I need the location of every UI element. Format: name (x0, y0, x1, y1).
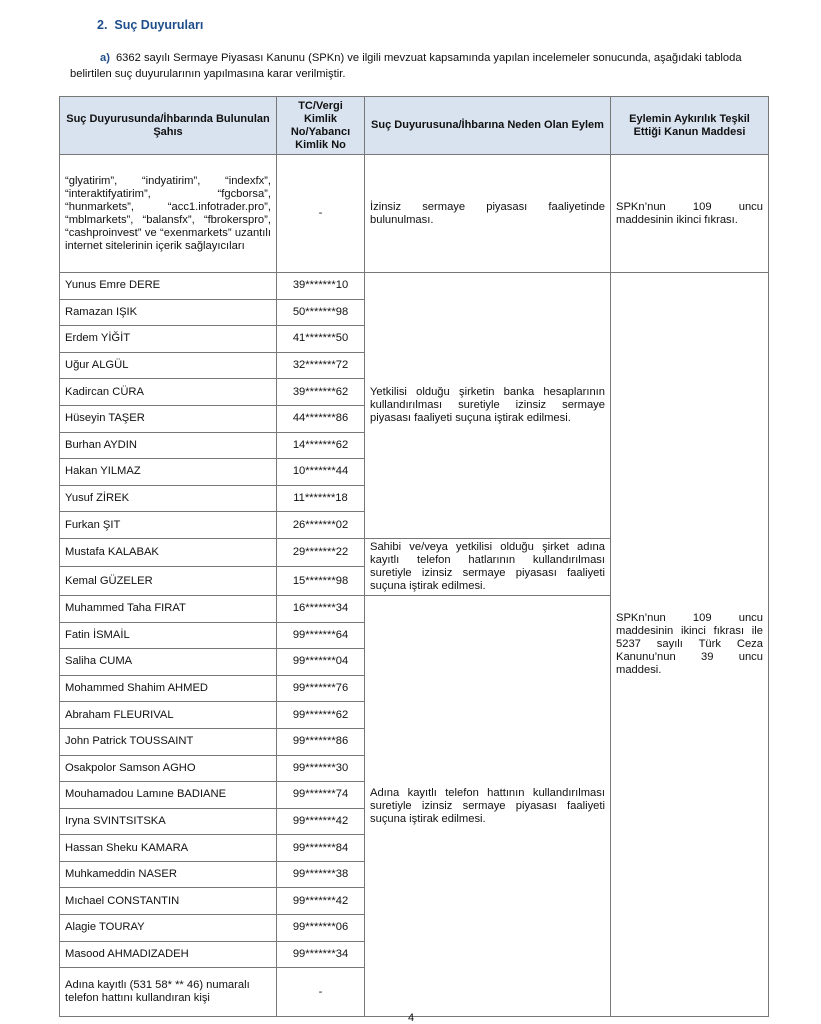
table-row (60, 273, 769, 300)
table-row (60, 155, 769, 273)
first-row-person: “glyatirim”, “indyatirim”, “indexfx”, “interaktifyatirim”, “fgcborsa”, “hunmarkets”, “acc1.infotrader.pro”, “mblmarkets”, “balansfx”, “fbrokerspro”, “cashproinvest” ve “exenmarkets” uzantılı internet sitelerinin içerik sağlayıcıları (60, 155, 277, 273)
header-law: Eylemin Aykırılık Teşkil Ettiği Kanun Maddesi (611, 97, 769, 155)
person-name: Adına kayıtlı (531 58* ** 46) numaralı telefon hattını kullandıran kişi (60, 968, 277, 1017)
person-id: 50*******98 (277, 299, 365, 326)
person-name: Muhkameddin NASER (60, 861, 277, 888)
table-header-row (60, 97, 769, 155)
person-id: 99*******64 (277, 622, 365, 649)
person-id: 16*******34 (277, 595, 365, 622)
intro-text: 6362 sayılı Sermaye Piyasası Kanunu (SPKn) ve ilgili mevzuat kapsamında yapılan incelemeler sonucunda, aşağıdaki tabloda belirtilen suç duyurularının yapılmasına karar verilmiştir. (70, 52, 742, 80)
person-id: 99*******62 (277, 702, 365, 729)
person-name: Uğur ALGÜL (60, 352, 277, 379)
person-id: - (277, 968, 365, 1017)
section-number: 2. (97, 18, 108, 32)
person-name: Mıchael CONSTANTIN (60, 888, 277, 915)
person-id: 15*******98 (277, 567, 365, 596)
intro-paragraph (70, 50, 770, 82)
person-name: Muhammed Taha FIRAT (60, 595, 277, 622)
header-person: Suç Duyurusunda/İhbarında Bulunulan Şahıs (60, 97, 277, 155)
person-id: 14*******62 (277, 432, 365, 459)
person-name: Kemal GÜZELER (60, 567, 277, 596)
person-name: Burhan AYDIN (60, 432, 277, 459)
person-name: Hassan Sheku KAMARA (60, 835, 277, 862)
person-id: 99*******42 (277, 888, 365, 915)
person-id: 26*******02 (277, 512, 365, 539)
person-name: Hüseyin TAŞER (60, 405, 277, 432)
person-id: 10*******44 (277, 459, 365, 486)
person-name: Alagie TOURAY (60, 915, 277, 942)
person-id: 39*******10 (277, 273, 365, 300)
act-description: Sahibi ve/veya yetkilisi olduğu şirket adına kayıtlı telefon hatlarının kullandırılması suretiyle izinsiz sermaye piyasası faaliyeti suçuna iştirak edilmesi. (365, 538, 611, 595)
person-name: Iryna SVINTSITSKA (60, 808, 277, 835)
person-id: 99*******34 (277, 941, 365, 968)
intro-label: a) (100, 52, 110, 64)
person-name: Abraham FLEURIVAL (60, 702, 277, 729)
first-row-act: İzinsiz sermaye piyasası faaliyetinde bulunulması. (365, 155, 611, 273)
person-name: Osakpolor Samson AGHO (60, 755, 277, 782)
person-id: 99*******38 (277, 861, 365, 888)
person-id: 29*******22 (277, 538, 365, 567)
act-description: Yetkilisi olduğu şirketin banka hesaplarının kullandırılması suretiyle izinsiz sermaye piyasası faaliyeti suçuna iştirak edilmesi. (365, 273, 611, 539)
person-name: John Patrick TOUSSAINT (60, 728, 277, 755)
person-name: Mustafa KALABAK (60, 538, 277, 567)
person-id: 32*******72 (277, 352, 365, 379)
person-name: Kadircan CÜRA (60, 379, 277, 406)
person-name: Masood AHMADIZADEH (60, 941, 277, 968)
person-name: Mohammed Shahim AHMED (60, 675, 277, 702)
person-id: 44*******86 (277, 405, 365, 432)
person-name: Hakan YILMAZ (60, 459, 277, 486)
person-id: 99*******06 (277, 915, 365, 942)
table-body (60, 155, 769, 1017)
person-id: 99*******74 (277, 782, 365, 809)
law-article: SPKn’nun 109 uncu maddesinin ikinci fıkrası ile 5237 sayılı Türk Ceza Kanunu’nun 39 uncu maddesi. (611, 273, 769, 1017)
first-row-law: SPKn’nun 109 uncu maddesinin ikinci fıkrası. (611, 155, 769, 273)
section-heading (97, 18, 203, 32)
person-id: 99*******84 (277, 835, 365, 862)
person-id: 99*******76 (277, 675, 365, 702)
person-id: 99*******42 (277, 808, 365, 835)
header-act: Suç Duyurusuna/İhbarına Neden Olan Eylem (365, 97, 611, 155)
person-name: Yunus Emre DERE (60, 273, 277, 300)
page-number: 4 (408, 1012, 415, 1024)
person-name: Ramazan IŞIK (60, 299, 277, 326)
person-id: 41*******50 (277, 326, 365, 353)
person-id: 99*******30 (277, 755, 365, 782)
first-row-id: - (277, 155, 365, 273)
criminal-complaints-table (59, 96, 769, 1017)
person-name: Saliha CUMA (60, 649, 277, 676)
act-description: Adına kayıtlı telefon hattının kullandırılması suretiyle izinsiz sermaye piyasası faaliyeti suçuna iştirak edilmesi. (365, 595, 611, 1016)
person-id: 99*******86 (277, 728, 365, 755)
section-title-text: Suç Duyuruları (114, 18, 204, 32)
person-name: Mouhamadou Lamıne BADIANE (60, 782, 277, 809)
person-id: 99*******04 (277, 649, 365, 676)
person-name: Furkan ŞIT (60, 512, 277, 539)
person-name: Yusuf ZİREK (60, 485, 277, 512)
person-name: Fatin İSMAİL (60, 622, 277, 649)
header-id: TC/Vergi Kimlik No/Yabancı Kimlik No (277, 97, 365, 155)
person-name: Erdem YİĞİT (60, 326, 277, 353)
person-id: 39*******62 (277, 379, 365, 406)
person-id: 11*******18 (277, 485, 365, 512)
